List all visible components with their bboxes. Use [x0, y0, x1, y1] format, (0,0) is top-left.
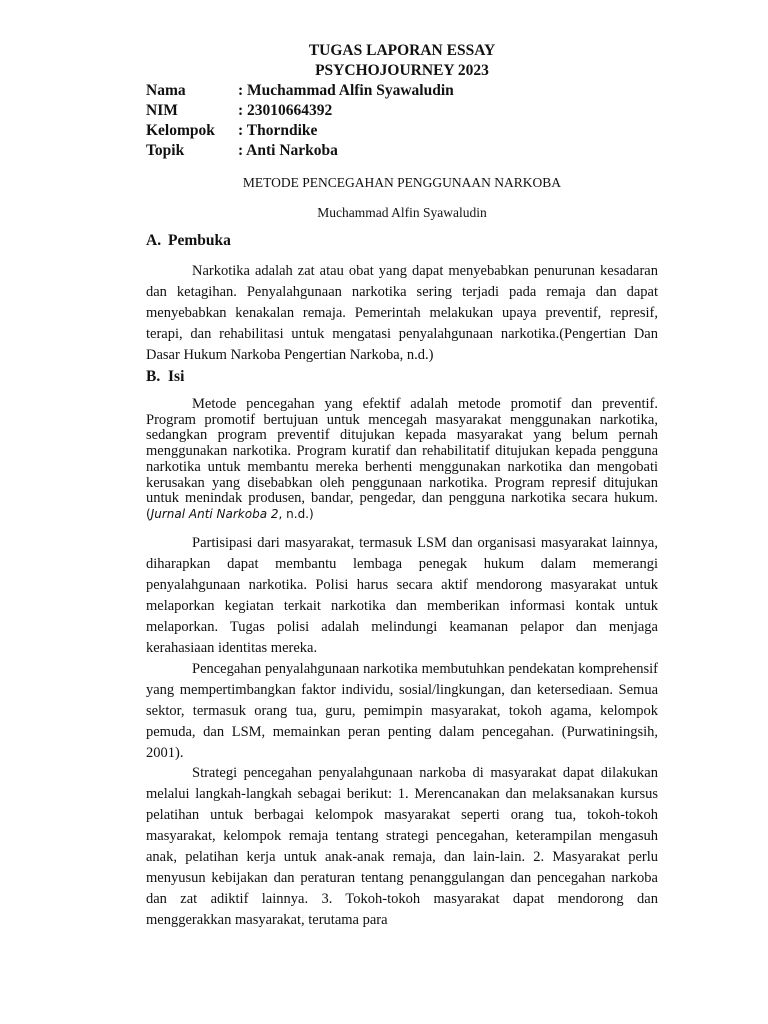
meta-value: : Thorndike — [238, 122, 318, 139]
citation-open: ( — [146, 506, 151, 521]
essay-title: METODE PENCEGAHAN PENGGUNAAN NARKOBA — [242, 175, 562, 190]
citation-close: , n.d.) — [278, 506, 314, 521]
meta-label: Topik — [146, 142, 185, 159]
essay-author: Muchammad Alfin Syawaludin — [317, 205, 487, 220]
citation-italic: Jurnal Anti Narkoba 2 — [150, 506, 279, 521]
section-b-paragraph-3: Pencegahan penyalahgunaan narkotika membutuhkan pendekatan komprehensif yang mempertimbangkan faktor individu, sosial/lingkungan, dan ketersediaan. Semua sektor, termasuk orang tua, guru, pemimpin masyarakat, tokoh agama, kelompok pemuda, dan LSM, memainkan peran penting dalam pencegahan. (Purwatiningsih, 2001). — [146, 661, 658, 761]
meta-label: Kelompok — [146, 122, 215, 139]
section-b-paragraph-2: Partisipasi dari masyarakat, termasuk LSM dan organisasi masyarakat lainnya, diharapkan dapat membantu lembaga penegak hukum dalam memerangi penyalahgunaan narkotika. Polisi harus secara aktif mendorong masyarakat untuk melaporkan kegiatan terkait narkotika dan memberikan informasi kontak untuk melaporkan. Tugas polisi adalah melindungi keamanan pelapor dan menjaga kerahasiaan identitas mereka. — [146, 535, 658, 656]
section-b-paragraph-1 — [146, 397, 658, 523]
section-a-heading — [146, 232, 231, 250]
meta-label: Nama — [146, 82, 186, 99]
meta-label: NIM — [146, 102, 178, 119]
header-line-1: TUGAS LAPORAN ESSAY — [308, 42, 496, 59]
section-a-letter: A. — [146, 232, 162, 249]
section-a-paragraph-1: Narkotika adalah zat atau obat yang dapat menyebabkan penurunan kesadaran dan ketagihan. Penyalahgunaan narkotika sering terjadi pada remaja dan dapat menyebabkan kenakalan remaja. Pemerintah melakukan upaya preventif, represif, terapi, dan rehabilitasi untuk mengatasi penyalahgunaan narkotika.(Pengertian Dan Dasar Hukum Narkoba Pengertian Narkoba, n.d.) — [146, 263, 658, 363]
meta-value: : 23010664392 — [238, 102, 333, 119]
section-b-heading — [146, 368, 184, 386]
section-b-paragraph-4: Strategi pencegahan penyalahgunaan narkoba di masyarakat dapat dilakukan melalui langkah-langkah sebagai berikut: 1. Merencanakan dan melaksanakan kursus pelatihan untuk berbagai kelompok masyarakat seperti orang tua, tokoh-tokoh masyarakat, kelompok remaja tentang strategi pencegahan, keterampilan mengasuh anak, pelatihan kerja untuk anak-anak remaja, dan lain-lain. 2. Masyarakat perlu menyusun kebijakan dan peraturan tentang penanggulangan dan pencegahan narkoba dan zat adiktif lainnya. 3. Tokoh-tokoh masyarakat dapat mendorong dan menggerakkan masyarakat, terutama para — [146, 765, 658, 928]
section-a-title: Pembuka — [168, 232, 231, 249]
paragraph-text: Metode pencegahan yang efektif adalah metode promotif dan preventif. Program promotif bertujuan untuk mencegah masyarakat menggunakan narkotika, sedangkan program preventif ditujukan kepada masyarakat yang belum pernah menggunakan narkotika. Program kuratif dan rehabilitatif ditujukan kepada pengguna narkotika untuk membantu mereka berhenti menggunakan narkotika dan mengobati kerusakan yang disebabkan oleh penggunaan narkotika. Program represif ditujukan untuk menindak produsen, bandar, pengedar, dan pengguna narkotika secara hukum. — [146, 396, 658, 507]
meta-value: : Muchammad Alfin Syawaludin — [238, 82, 454, 99]
citation — [146, 507, 314, 521]
section-b-title: Isi — [168, 368, 185, 385]
meta-value: : Anti Narkoba — [238, 142, 338, 159]
section-b-letter: B. — [146, 368, 161, 385]
header-line-2: PSYCHOJOURNEY 2023 — [315, 62, 489, 79]
